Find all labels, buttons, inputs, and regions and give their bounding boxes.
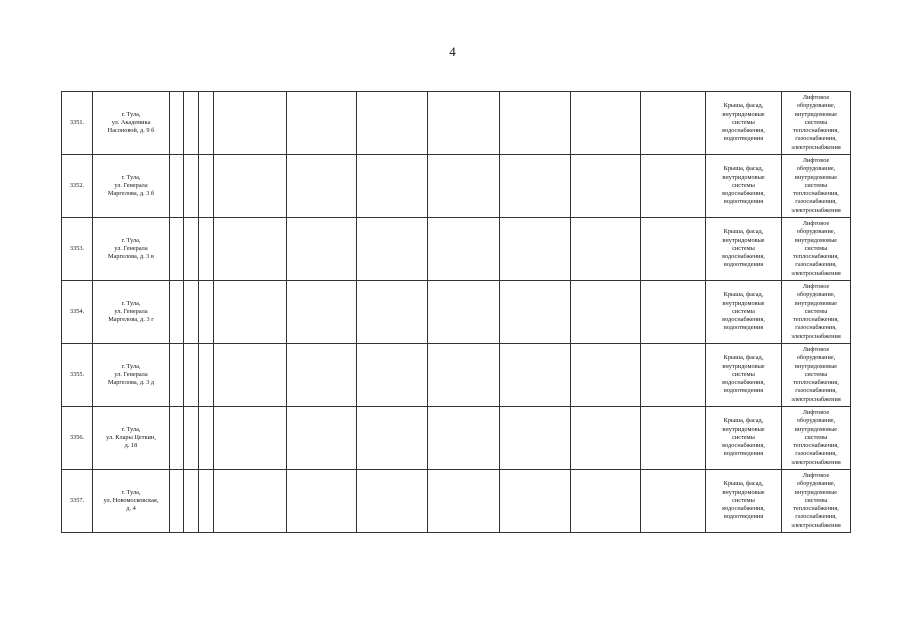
address-cell-line: Маргелова, д. 3 б <box>107 190 155 198</box>
systems-cell <box>782 155 851 218</box>
address-cell-line: д. 4 <box>126 505 136 513</box>
empty-cell <box>357 155 428 218</box>
systems-cell-line: электроснабжения <box>791 332 841 340</box>
works-cell-line: Крыша, фасад, <box>723 228 764 236</box>
systems-cell-line: оборудование, <box>796 228 836 236</box>
empty-cell <box>500 407 571 470</box>
housing-repair-table <box>61 91 851 533</box>
empty-cell <box>571 407 641 470</box>
systems-cell-line: газоснабжения, <box>795 324 837 332</box>
address-cell-line: г. Тула, <box>121 488 141 496</box>
systems-cell-line: Лифтовое <box>802 282 830 290</box>
empty-cell <box>500 218 571 281</box>
systems-cell-line: оборудование, <box>796 291 836 299</box>
empty-cell <box>641 281 706 344</box>
systems-cell-line: газоснабжения, <box>795 198 837 206</box>
systems-cell-line: оборудование, <box>796 102 836 110</box>
row-number: 3353. <box>62 218 93 281</box>
empty-cell <box>184 281 199 344</box>
works-cell-line: системы <box>732 181 755 189</box>
empty-cell <box>170 281 184 344</box>
systems-cell <box>782 344 851 407</box>
address-cell-line: ул. Новомосковская, <box>103 496 159 504</box>
systems-cell-line: электроснабжения <box>791 458 841 466</box>
works-cell-line: водоснабжения, <box>722 253 765 261</box>
address-cell-line: ул. Академика <box>111 118 151 126</box>
empty-cell <box>184 155 199 218</box>
empty-cell <box>199 218 214 281</box>
works-cell-line: системы <box>732 433 755 441</box>
empty-cell <box>357 470 428 533</box>
empty-cell <box>571 218 641 281</box>
address-cell <box>93 218 170 281</box>
empty-cell <box>428 155 500 218</box>
table-row <box>62 155 851 218</box>
systems-cell-line: газоснабжения, <box>795 387 837 395</box>
systems-cell <box>782 281 851 344</box>
systems-cell-line: газоснабжения, <box>795 135 837 143</box>
systems-cell-line: теплоснабжения, <box>793 190 839 198</box>
works-cell-line: водоотведения <box>723 513 764 521</box>
systems-cell-line: системы <box>804 496 828 504</box>
works-cell-line: водоотведения <box>723 450 764 458</box>
works-cell-line: системы <box>732 307 755 315</box>
empty-cell <box>357 407 428 470</box>
works-cell-line: системы <box>732 118 755 126</box>
empty-cell <box>287 281 357 344</box>
systems-cell-line: Лифтовое <box>802 345 830 353</box>
systems-cell-line: теплоснабжения, <box>793 127 839 135</box>
empty-cell <box>500 470 571 533</box>
works-cell <box>706 470 782 533</box>
empty-cell <box>641 92 706 155</box>
empty-cell <box>170 155 184 218</box>
empty-cell <box>357 281 428 344</box>
address-cell-line: г. Тула, <box>121 110 141 118</box>
table-row <box>62 344 851 407</box>
systems-cell-line: оборудование, <box>796 165 836 173</box>
address-cell-line: ул. Генерала <box>114 307 148 315</box>
empty-cell <box>287 470 357 533</box>
works-cell-line: внутридомовые <box>722 362 765 370</box>
empty-cell <box>287 344 357 407</box>
empty-cell <box>641 344 706 407</box>
empty-cell <box>641 155 706 218</box>
address-cell-line: ул. Клары Цеткин, <box>106 433 156 441</box>
works-cell-line: Крыша, фасад, <box>723 417 764 425</box>
row-number: 3355. <box>62 344 93 407</box>
empty-cell <box>170 407 184 470</box>
works-cell-line: Крыша, фасад, <box>723 354 764 362</box>
systems-cell-line: системы <box>804 244 828 252</box>
systems-cell-line: электроснабжения <box>791 521 841 529</box>
empty-cell <box>170 344 184 407</box>
systems-cell <box>782 407 851 470</box>
systems-cell-line: Лифтовое <box>802 93 830 101</box>
empty-cell <box>641 218 706 281</box>
empty-cell <box>184 92 199 155</box>
empty-cell <box>214 470 287 533</box>
empty-cell <box>214 344 287 407</box>
works-cell <box>706 281 782 344</box>
empty-cell <box>170 92 184 155</box>
systems-cell-line: электроснабжения <box>791 395 841 403</box>
empty-cell <box>428 407 500 470</box>
empty-cell <box>287 218 357 281</box>
systems-cell-line: теплоснабжения, <box>793 442 839 450</box>
address-cell <box>93 407 170 470</box>
address-cell-line: Маргелова, д. 3 в <box>107 253 154 261</box>
works-cell-line: Крыша, фасад, <box>723 165 764 173</box>
works-cell <box>706 92 782 155</box>
address-cell-line: ул. Генерала <box>114 181 148 189</box>
works-cell-line: Крыша, фасад, <box>723 291 764 299</box>
address-cell <box>93 92 170 155</box>
works-cell-line: Крыша, фасад, <box>723 102 764 110</box>
empty-cell <box>170 470 184 533</box>
row-number: 3354. <box>62 281 93 344</box>
table-row <box>62 470 851 533</box>
systems-cell-line: системы <box>804 370 828 378</box>
address-cell <box>93 155 170 218</box>
systems-cell-line: газоснабжения, <box>795 450 837 458</box>
empty-cell <box>214 281 287 344</box>
empty-cell <box>199 155 214 218</box>
empty-cell <box>641 470 706 533</box>
empty-cell <box>500 281 571 344</box>
systems-cell <box>782 470 851 533</box>
empty-cell <box>571 155 641 218</box>
works-cell-line: внутридомовые <box>722 425 765 433</box>
empty-cell <box>287 92 357 155</box>
address-cell-line: г. Тула, <box>121 362 141 370</box>
systems-cell-line: системы <box>804 433 828 441</box>
empty-cell <box>184 470 199 533</box>
table-row <box>62 218 851 281</box>
systems-cell-line: теплоснабжения, <box>793 253 839 261</box>
empty-cell <box>199 92 214 155</box>
row-number: 3356. <box>62 407 93 470</box>
empty-cell <box>571 344 641 407</box>
empty-cell <box>428 344 500 407</box>
empty-cell <box>287 407 357 470</box>
works-cell-line: внутридомовые <box>722 173 765 181</box>
works-cell-line: внутридомовые <box>722 236 765 244</box>
systems-cell-line: газоснабжения, <box>795 261 837 269</box>
empty-cell <box>357 344 428 407</box>
systems-cell-line: оборудование, <box>796 354 836 362</box>
systems-cell-line: оборудование, <box>796 480 836 488</box>
empty-cell <box>214 155 287 218</box>
empty-cell <box>500 155 571 218</box>
empty-cell <box>184 218 199 281</box>
empty-cell <box>214 407 287 470</box>
works-cell-line: водоотведения <box>723 261 764 269</box>
table-body <box>62 92 851 533</box>
systems-cell-line: электроснабжения <box>791 269 841 277</box>
empty-cell <box>214 92 287 155</box>
systems-cell-line: системы <box>804 118 828 126</box>
systems-cell <box>782 92 851 155</box>
works-cell-line: водоснабжения, <box>722 316 765 324</box>
systems-cell-line: внутридомовые <box>794 173 838 181</box>
empty-cell <box>170 218 184 281</box>
address-cell-line: г. Тула, <box>121 425 141 433</box>
table-row <box>62 407 851 470</box>
works-cell <box>706 344 782 407</box>
works-cell-line: системы <box>732 244 755 252</box>
empty-cell <box>500 344 571 407</box>
address-cell-line: Маргелова, д. 3 д <box>107 379 155 387</box>
address-cell-line: ул. Генерала <box>114 370 148 378</box>
empty-cell <box>428 92 500 155</box>
empty-cell <box>199 470 214 533</box>
works-cell-line: водоснабжения, <box>722 127 765 135</box>
empty-cell <box>571 92 641 155</box>
works-cell <box>706 155 782 218</box>
address-cell <box>93 281 170 344</box>
empty-cell <box>357 92 428 155</box>
address-cell <box>93 344 170 407</box>
table-row <box>62 281 851 344</box>
works-cell-line: водоотведения <box>723 198 764 206</box>
systems-cell-line: внутридомовые <box>794 110 838 118</box>
works-cell-line: внутридомовые <box>722 488 765 496</box>
row-number: 3351. <box>62 92 93 155</box>
empty-cell <box>641 407 706 470</box>
works-cell-line: системы <box>732 370 755 378</box>
systems-cell-line: теплоснабжения, <box>793 316 839 324</box>
empty-cell <box>199 407 214 470</box>
empty-cell <box>199 281 214 344</box>
systems-cell-line: внутридомовые <box>794 488 838 496</box>
works-cell-line: водоснабжения, <box>722 505 765 513</box>
works-cell <box>706 407 782 470</box>
works-cell-line: внутридомовые <box>722 110 765 118</box>
systems-cell <box>782 218 851 281</box>
page-number: 4 <box>449 44 456 59</box>
address-cell-line: г. Тула, <box>121 173 141 181</box>
works-cell-line: водоотведения <box>723 135 764 143</box>
address-cell-line: Маргелова, д. 3 г <box>108 316 154 324</box>
systems-cell-line: внутридомовые <box>794 362 838 370</box>
systems-cell-line: Лифтовое <box>802 471 830 479</box>
table-row <box>62 92 851 155</box>
address-cell <box>93 470 170 533</box>
works-cell <box>706 218 782 281</box>
empty-cell <box>500 92 571 155</box>
works-cell-line: водоотведения <box>723 324 764 332</box>
works-cell-line: водоснабжения, <box>722 379 765 387</box>
systems-cell-line: внутридомовые <box>794 299 838 307</box>
systems-cell-line: Лифтовое <box>802 408 830 416</box>
empty-cell <box>571 470 641 533</box>
systems-cell-line: внутридомовые <box>794 236 838 244</box>
systems-cell-line: системы <box>804 181 828 189</box>
systems-cell-line: электроснабжения <box>791 206 841 214</box>
works-cell-line: внутридомовые <box>722 299 765 307</box>
address-cell-line: г. Тула, <box>121 236 141 244</box>
works-cell-line: водоотведения <box>723 387 764 395</box>
works-cell-line: водоснабжения, <box>722 442 765 450</box>
address-cell-line: г. Тула, <box>121 299 141 307</box>
empty-cell <box>428 470 500 533</box>
address-cell-line: д. 18 <box>124 442 138 450</box>
systems-cell-line: системы <box>804 307 828 315</box>
systems-cell-line: электроснабжения <box>791 143 841 151</box>
systems-cell-line: Лифтовое <box>802 156 830 164</box>
row-number: 3352. <box>62 155 93 218</box>
works-cell-line: системы <box>732 496 755 504</box>
systems-cell-line: оборудование, <box>796 417 836 425</box>
row-number: 3357. <box>62 470 93 533</box>
systems-cell-line: теплоснабжения, <box>793 379 839 387</box>
empty-cell <box>571 281 641 344</box>
systems-cell-line: теплоснабжения, <box>793 505 839 513</box>
empty-cell <box>199 344 214 407</box>
empty-cell <box>287 155 357 218</box>
address-cell-line: ул. Генерала <box>114 244 148 252</box>
systems-cell-line: Лифтовое <box>802 219 830 227</box>
empty-cell <box>184 344 199 407</box>
empty-cell <box>428 218 500 281</box>
works-cell-line: водоснабжения, <box>722 190 765 198</box>
address-cell-line: Насоновой, д. 9 б <box>107 127 155 135</box>
empty-cell <box>357 218 428 281</box>
empty-cell <box>214 218 287 281</box>
empty-cell <box>184 407 199 470</box>
empty-cell <box>428 281 500 344</box>
systems-cell-line: внутридомовые <box>794 425 838 433</box>
works-cell-line: Крыша, фасад, <box>723 480 764 488</box>
systems-cell-line: газоснабжения, <box>795 513 837 521</box>
